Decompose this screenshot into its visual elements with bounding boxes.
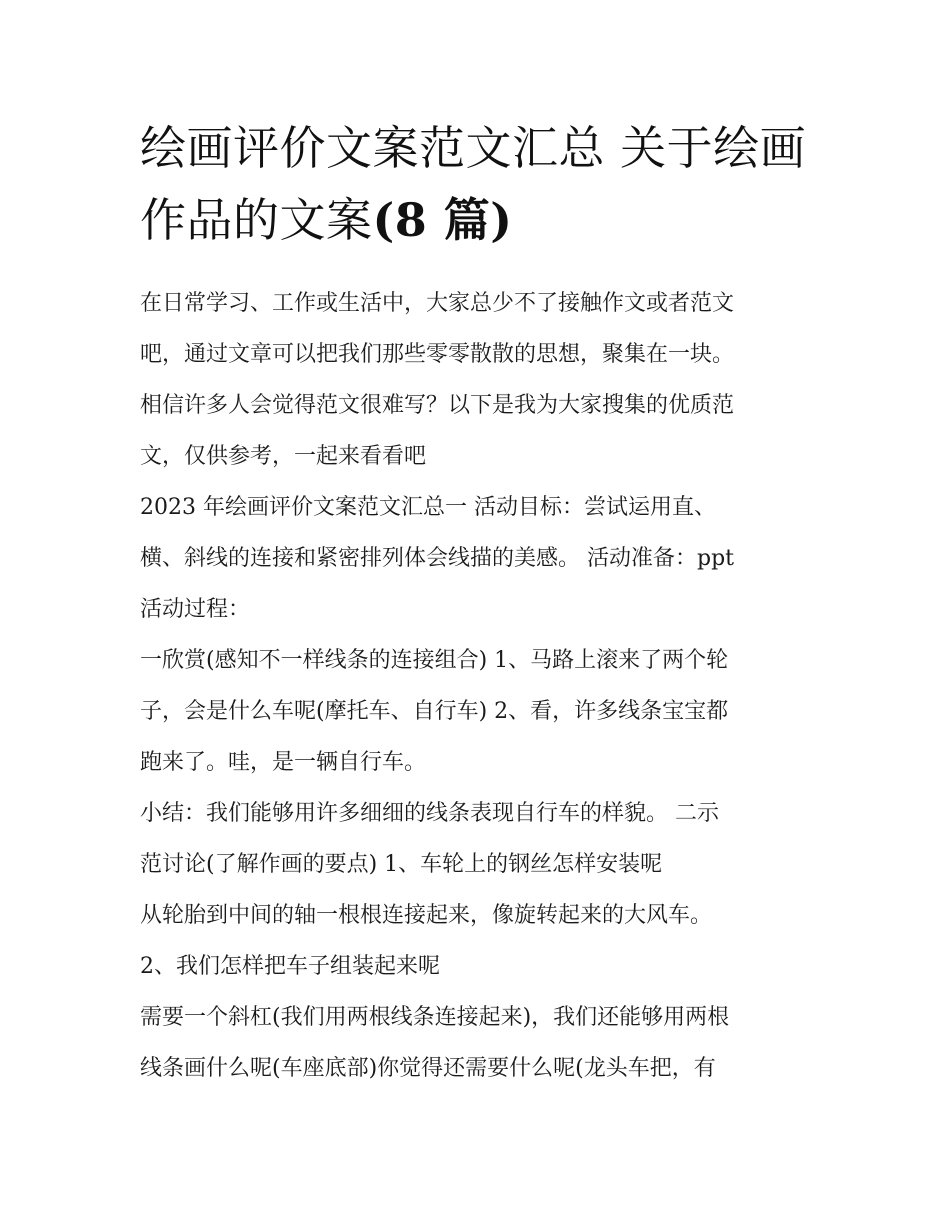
body-line: 活动过程： bbox=[140, 597, 251, 622]
body-line: 跑来了。哇，是一辆自行车。 bbox=[140, 750, 427, 775]
title-text: 绘画评价文案范文汇总 关于绘画作品的文案 bbox=[140, 121, 807, 247]
body-line: 小结：我们能够用许多细细的线条表现自行车的样貌。 二示 bbox=[140, 801, 719, 826]
body-line: 子，会是什么车呢(摩托车、自行车) 2、看，许多线条宝宝都 bbox=[140, 699, 729, 724]
body-line: 横、斜线的连接和紧密排列体会线描的美感。 活动准备：ppt bbox=[140, 546, 735, 571]
document-title bbox=[140, 112, 820, 256]
body-line: 吧，通过文章可以把我们那些零零散散的思想，聚集在一块。 bbox=[140, 342, 735, 367]
body-line: 范讨论(了解作画的要点) 1、车轮上的钢丝怎样安装呢 bbox=[140, 852, 663, 877]
title-count: (8 篇) bbox=[372, 193, 513, 247]
body-line: 在日常学习、工作或生活中，大家总少不了接触作文或者范文 bbox=[140, 291, 735, 316]
body-line: 线条画什么呢(车座底部)你觉得还需要什么呢(龙头车把，有 bbox=[140, 1056, 716, 1081]
body-line: 2023 年绘画评价文案范文汇总一 活动目标：尝试运用直、 bbox=[140, 495, 716, 520]
body-line: 一欣赏(感知不一样线条的连接组合) 1、马路上滚来了两个轮 bbox=[140, 648, 729, 673]
body-line: 2、我们怎样把车子组装起来呢 bbox=[140, 954, 440, 979]
document-body bbox=[140, 278, 820, 1094]
body-line: 文，仅供参考，一起来看看吧 bbox=[140, 444, 427, 469]
body-line: 需要一个斜杠(我们用两根线条连接起来)，我们还能够用两根 bbox=[140, 1005, 730, 1030]
body-line: 相信许多人会觉得范文很难写？以下是我为大家搜集的优质范 bbox=[140, 393, 735, 418]
body-line: 从轮胎到中间的轴一根根连接起来，像旋转起来的大风车。 bbox=[140, 903, 713, 928]
